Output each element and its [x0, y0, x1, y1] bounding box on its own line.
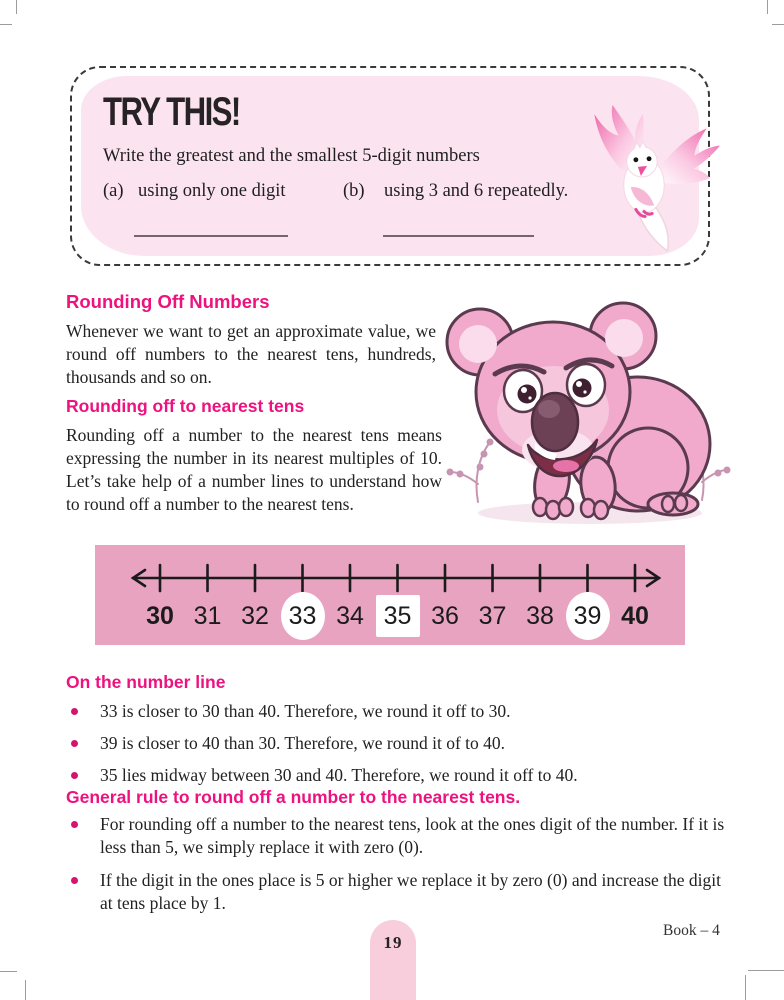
try-this-panel — [81, 76, 699, 256]
paragraph-rounding-off: Whenever we want to get an approximate value, we round off numbers to the nearest tens, hundreds, thousands and so on. — [66, 321, 436, 387]
general-rule-bullet-list — [66, 813, 734, 925]
number-line-value: 34 — [336, 601, 364, 630]
crop-mark — [767, 0, 768, 14]
dove-illustration — [569, 102, 721, 254]
bullet-icon — [71, 821, 78, 828]
koala-illustration — [440, 292, 735, 530]
number-line-value: 37 — [478, 601, 507, 630]
crop-mark — [745, 975, 746, 1000]
item-a-text: using only one digit — [138, 181, 286, 201]
page-number: 19 — [383, 933, 403, 952]
bullet-icon — [71, 740, 78, 747]
heading-on-number-line: On the number line — [66, 672, 226, 692]
bullet-icon — [71, 877, 78, 884]
bullet-icon — [71, 772, 78, 779]
try-this-box — [70, 66, 710, 266]
try-this-title: TRY THIS! — [103, 90, 240, 134]
heading-general-rule: General rule to round off a number to the nearest tens. — [66, 787, 521, 807]
number-line-value: 39 — [566, 592, 610, 640]
list-item — [66, 700, 734, 723]
answer-blank-b — [383, 235, 534, 237]
list-item — [66, 764, 734, 787]
crop-mark — [772, 24, 784, 25]
item-a-label: (a) — [103, 181, 124, 201]
bullet-text: 39 is closer to 40 than 30. Therefore, we round it of to 40. — [100, 733, 506, 753]
bullet-text: 33 is closer to 30 than 40. Therefore, we round it off to 30. — [100, 701, 511, 721]
try-this-prompt: Write the greatest and the smallest 5-digit numbers — [103, 146, 480, 166]
list-item — [66, 732, 734, 755]
crop-mark — [25, 980, 26, 1000]
page-number-tab — [370, 920, 416, 1000]
bullet-icon — [71, 708, 78, 715]
bullet-text: For rounding off a number to the nearest tens, look at the ones digit of the number. If it is less than 5, we simply replace it with zero (0). — [100, 814, 725, 857]
crop-mark — [0, 971, 17, 972]
bullet-text: 35 lies midway between 30 and 40. Therefore, we round it off to 40. — [100, 765, 578, 785]
crop-mark — [0, 24, 12, 25]
number-line-bullet-list — [66, 700, 734, 796]
number-line-value: 38 — [526, 601, 554, 630]
number-line-value: 31 — [193, 601, 222, 630]
heading-nearest-tens: Rounding off to nearest tens — [66, 396, 305, 416]
bullet-text: If the digit in the ones place is 5 or higher we replace it by zero (0) and increase the digit at tens place by 1. — [100, 870, 722, 913]
list-item — [66, 813, 734, 859]
crop-mark — [16, 0, 17, 14]
book-label: Book – 4 — [663, 922, 720, 939]
item-b-text: using 3 and 6 repeatedly. — [384, 181, 569, 201]
number-line-value: 32 — [241, 601, 269, 630]
number-line-value: 40 — [621, 601, 649, 630]
number-line-value: 35 — [376, 595, 420, 637]
answer-blank-a — [134, 235, 288, 237]
number-line-value: 30 — [146, 601, 174, 630]
list-item — [66, 869, 734, 915]
item-b-label: (b) — [343, 181, 365, 201]
number-line-value: 33 — [281, 592, 325, 640]
paragraph-nearest-tens: Rounding off a number to the nearest tens means expressing the number in its nearest multiples of 10. Let’s take help of a number lines to understand how to round off a number to the nearest tens. — [66, 425, 442, 514]
heading-rounding-off-numbers: Rounding Off Numbers — [66, 291, 270, 312]
number-line-value: 36 — [431, 601, 459, 630]
crop-mark — [748, 970, 784, 971]
number-line — [95, 545, 685, 645]
